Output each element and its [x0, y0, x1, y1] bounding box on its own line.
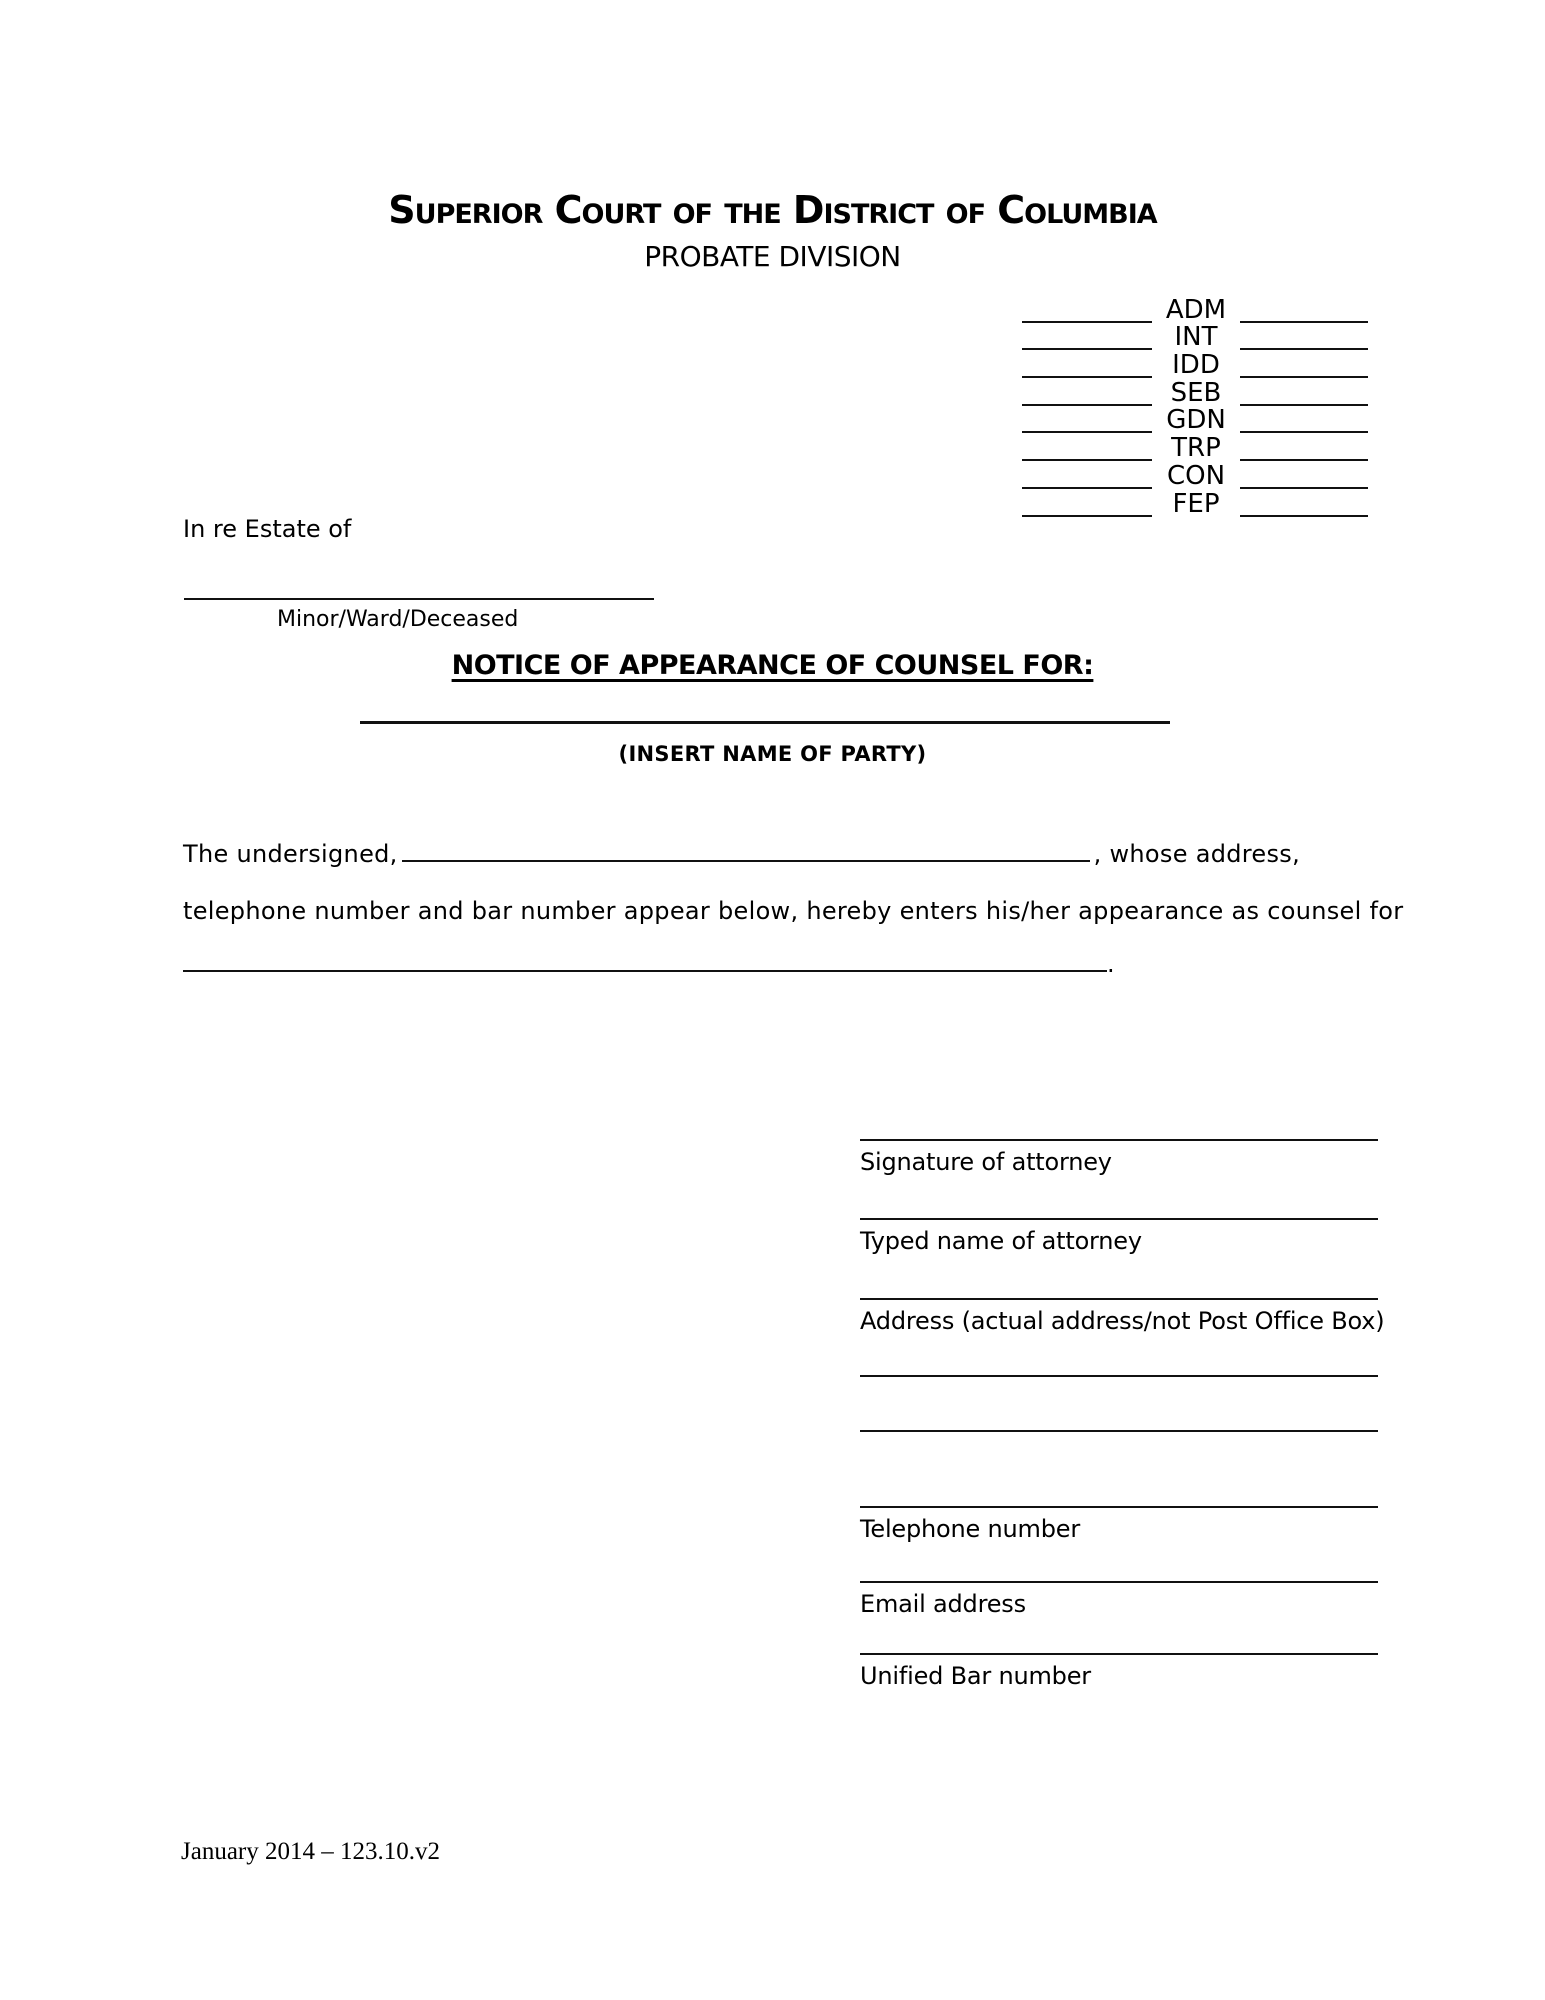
insert-name-of-party-caption: (INSERT NAME OF PARTY) [618, 742, 927, 766]
body-after-blank-text: , whose address, [1093, 840, 1301, 868]
telephone-number-field[interactable] [860, 1506, 1378, 1508]
email-address-label: Email address [860, 1590, 1026, 1618]
case-code-blank-right[interactable] [1240, 348, 1368, 350]
attorney-name-field[interactable] [402, 858, 1090, 862]
body-paragraph-line-2: telephone number and bar number appear below, hereby enters his/her appearance as counsel for [183, 897, 1404, 925]
case-code-label: GDN [1166, 405, 1226, 436]
case-code-blank-left[interactable] [1022, 515, 1152, 517]
case-code-blank-left[interactable] [1022, 459, 1152, 461]
address-label: Address (actual address/not Post Office Box) [860, 1307, 1385, 1335]
case-code-blank-right[interactable] [1240, 321, 1368, 323]
signature-field-row [860, 1430, 1378, 1439]
signature-field-row [860, 1375, 1378, 1384]
case-code-blank-right[interactable] [1240, 431, 1368, 433]
form-version-footer: January 2014 – 123.10.v2 [181, 1838, 440, 1865]
case-code-blank-left[interactable] [1022, 348, 1152, 350]
typed-name-of-attorney-label: Typed name of attorney [860, 1227, 1142, 1255]
telephone-number-label: Telephone number [860, 1515, 1080, 1543]
signature-field-row [860, 1506, 1378, 1543]
signature-field-row [860, 1139, 1378, 1176]
body-terminator: . [1107, 950, 1115, 978]
estate-name-field[interactable] [184, 598, 654, 600]
typed-name-of-attorney-field[interactable] [860, 1218, 1378, 1220]
address-line-3-field[interactable] [860, 1430, 1378, 1432]
case-code-row [1022, 378, 1368, 406]
body-lead-text: The undersigned, [183, 840, 398, 868]
signature-field-row [860, 1581, 1378, 1618]
case-code-blank-left[interactable] [1022, 404, 1152, 406]
case-code-label: SEB [1170, 377, 1222, 408]
signature-field-row [860, 1298, 1384, 1335]
signature-field-row [860, 1653, 1378, 1690]
case-code-label: TRP [1171, 433, 1221, 464]
case-code-blank-left[interactable] [1022, 487, 1152, 489]
case-type-code-list [1022, 295, 1368, 517]
division-subtitle: PROBATE DIVISION [644, 240, 901, 273]
email-address-field[interactable] [860, 1581, 1378, 1583]
notice-heading: NOTICE OF APPEARANCE OF COUNSEL FOR: [451, 650, 1094, 681]
case-code-blank-left[interactable] [1022, 376, 1152, 378]
address-line-2-field[interactable] [860, 1375, 1378, 1377]
body-paragraph-line-3 [183, 950, 1115, 978]
signature-field-row [860, 1218, 1378, 1255]
case-code-label: INT [1174, 322, 1218, 353]
case-code-label: IDD [1172, 350, 1220, 381]
signature-of-attorney-label: Signature of attorney [860, 1148, 1112, 1176]
counsel-for-party-field[interactable] [183, 968, 1107, 972]
case-code-row [1022, 461, 1368, 489]
unified-bar-number-label: Unified Bar number [860, 1662, 1091, 1690]
case-code-label: FEP [1172, 488, 1220, 519]
minor-ward-deceased-caption: Minor/Ward/Deceased [277, 607, 519, 632]
court-title: Superior Court of the District of Columbia [388, 188, 1157, 232]
case-code-blank-right[interactable] [1240, 459, 1368, 461]
case-code-blank-right[interactable] [1240, 487, 1368, 489]
case-code-blank-right[interactable] [1240, 404, 1368, 406]
signature-of-attorney-field[interactable] [860, 1139, 1378, 1141]
case-code-row [1022, 350, 1368, 381]
case-code-row [1022, 295, 1368, 323]
case-code-row [1022, 406, 1368, 434]
case-code-row [1022, 489, 1368, 517]
address-field[interactable] [860, 1298, 1378, 1300]
party-name-field[interactable] [360, 721, 1170, 724]
case-code-row [1022, 323, 1368, 351]
case-code-blank-right[interactable] [1240, 515, 1368, 517]
in-re-estate-label: In re Estate of [183, 515, 352, 543]
case-code-label: CON [1166, 460, 1226, 491]
case-code-label: ADM [1165, 294, 1227, 325]
body-paragraph-line-1 [183, 840, 1300, 868]
case-code-row [1022, 433, 1368, 464]
case-code-blank-right[interactable] [1240, 376, 1368, 378]
unified-bar-number-field[interactable] [860, 1653, 1378, 1655]
case-code-blank-left[interactable] [1022, 321, 1152, 323]
case-code-blank-left[interactable] [1022, 431, 1152, 433]
